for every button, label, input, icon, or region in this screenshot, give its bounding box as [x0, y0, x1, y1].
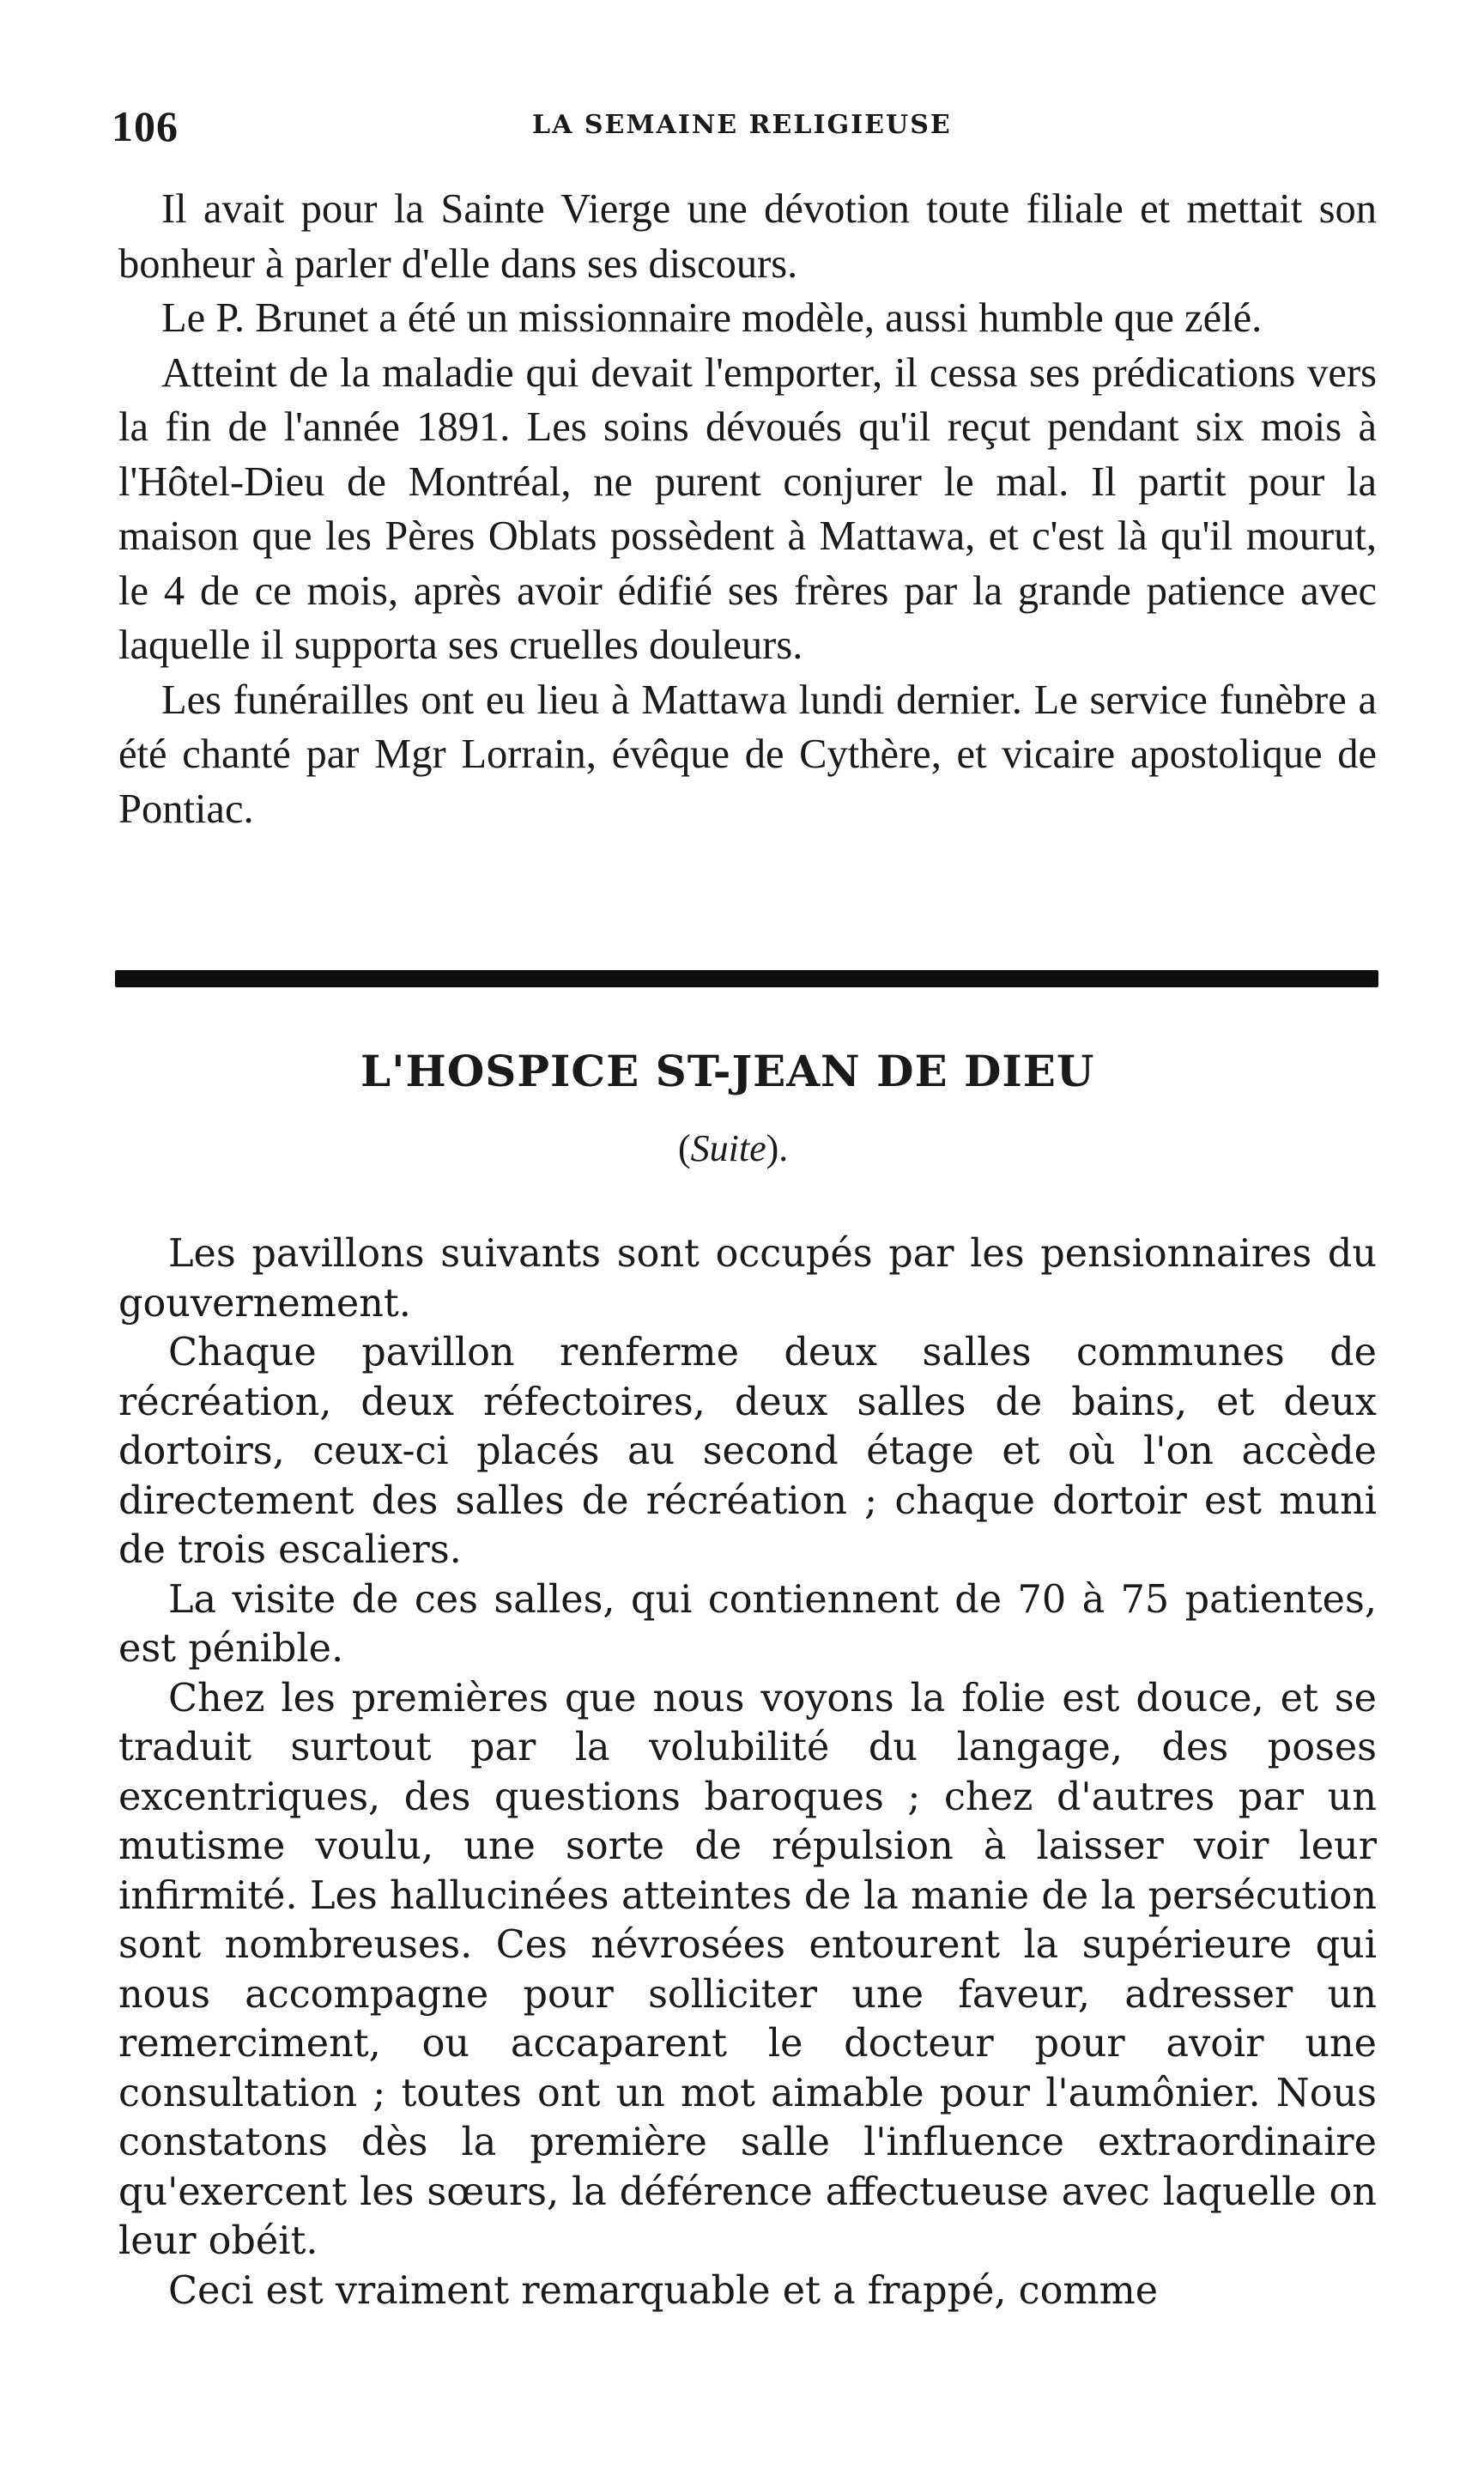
- paragraph: Les funérailles ont eu lieu à Mattawa lundi dernier. Le service funèbre a été chanté par Mgr Lorrain, évêque de Cythère, et vicaire apostolique de Pontiac.: [118, 677, 1377, 832]
- section-title: L'HOSPICE ST-JEAN DE DIEU: [360, 1046, 1095, 1096]
- paragraph: Les pavillons suivants sont occupés par les pensionnaires du gouvernement.: [118, 1232, 1377, 1326]
- paragraph: Il avait pour la Sainte Vierge une dévotion toute filiale et mettait son bonheur à parler d'elle dans ses discours.: [118, 186, 1377, 287]
- subtitle-italic: Suite: [690, 1127, 766, 1169]
- subtitle-open: (: [678, 1127, 691, 1169]
- section-subtitle: [678, 1126, 788, 1170]
- paragraph: La visite de ces salles, qui contiennent de 70 à 75 patientes, est pénible.: [118, 1577, 1377, 1671]
- paragraph: Atteint de la maladie qui devait l'emporter, il cessa ses prédications vers la fin de l'année 1891. Les soins dévoués qu'il reçut pendant six mois à l'Hôtel-Dieu de Montréal, ne purent conjurer le mal. Il partit pour la maison que les Pères Oblats possèdent à Mattawa, et c'est là qu'il mourut, le 4 de ce mois, après avoir édifié ses frères par la grande patience avec laquelle il supporta ses cruelles douleurs.: [118, 349, 1377, 668]
- paragraph: Ceci est vraiment remarquable et a frappé, comme: [168, 2268, 1159, 2313]
- section-divider: [115, 970, 1378, 987]
- obituary-text: [118, 182, 1377, 836]
- paragraph: Le P. Brunet a été un missionnaire modèle, aussi humble que zélé.: [161, 295, 1263, 341]
- page-number: 106: [112, 102, 179, 150]
- article-text: [118, 1229, 1377, 2315]
- subtitle-close: ).: [766, 1127, 789, 1169]
- paragraph: Chaque pavillon renferme deux salles communes de récréation, deux réfectoires, deux salles de bains, et deux dortoirs, ceux-ci placés au second étage et où l'on accède directement des salles de récréation ; chaque dortoir est muni de trois escaliers.: [118, 1331, 1377, 1572]
- running-head: LA SEMAINE RELIGIEUSE: [532, 110, 952, 140]
- paragraph: Chez les premières que nous voyons la folie est douce, et se traduit surtout par la volubilité du langage, des poses excentriques, des questions baroques ; chez d'autres par un mutisme voulu, une sorte de répulsion à laisser voir leur infirmité. Les hallucinées atteintes de la manie de la persécution sont nombreuses. Ces névrosées entourent la supérieure qui nous accompagne pour solliciter une faveur, adresser un remerciment, ou accaparent le docteur pour avoir une consultation ; toutes ont un mot aimable pour l'aumônier. Nous constatons dès la première salle l'influence extraordinaire qu'exercent les sœurs, la déférence affectueuse avec laquelle on leur obéit.: [118, 1676, 1377, 2263]
